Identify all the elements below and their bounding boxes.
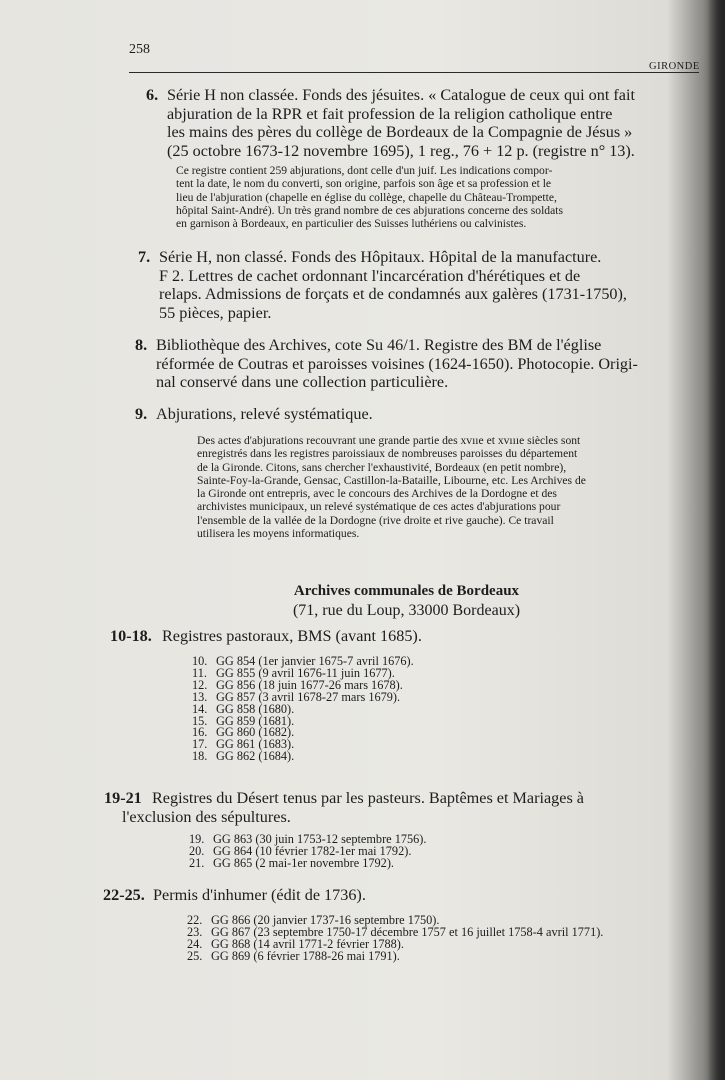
note-line: de la Gironde. Citons, sans chercher l'exhaustivité, Bordeaux (en petit nombre), (197, 460, 567, 474)
group-line: l'exclusion des sépultures. (122, 807, 291, 826)
group-22-25 (103, 886, 693, 905)
entry-line: Série H non classée. Fonds des jésuites. « Catalogue de ceux qui ont fait (167, 86, 635, 104)
section-address: (71, rue du Loup, 33000 Bordeaux) (292, 602, 521, 619)
note-line: archivistes municipaux, un relevé systématique de ces actes d'abjurations pour (197, 500, 561, 514)
list-item: 11. GG 855 (9 avril 1676-11 juin 1677). (192, 665, 395, 680)
entry-6-note (176, 164, 696, 230)
entry-line: nal conservé dans une collection particulière. (156, 373, 449, 391)
note-line: enregistrés dans les registres paroissiaux de nombreuses paroisses du département (197, 447, 578, 461)
entry-line: F 2. Lettres de cachet ordonnant l'incarcération d'hérétiques et de (159, 266, 581, 285)
entry-number: 9. (135, 405, 148, 423)
entry-line: 55 pièces, papier. (159, 303, 272, 322)
group-10-18 (110, 627, 698, 646)
list-item: 16. GG 860 (1682). (192, 725, 295, 740)
group-line: Registres du Désert tenus par les pasteurs. Baptêmes et Mariages à (152, 789, 584, 807)
note-line: en garnison à Bordeaux, en particulier des Suisses luthériens ou calvinistes. (176, 217, 527, 231)
list-item: 15. GG 859 (1681). (192, 713, 295, 728)
entry-line: abjuration de la RPR et fait profession de la religion catholique entre (167, 104, 613, 123)
group-19-21-items (189, 834, 426, 870)
group-19-21 (104, 789, 694, 826)
note-line: hôpital Saint-André). Un très grand nombre de ces abjurations concerne des soldats (176, 203, 563, 217)
entry-number: 7. (138, 248, 151, 266)
running-title: GIRONDE (649, 61, 700, 72)
note-line: utilisera les moyens informatiques. (197, 527, 360, 541)
entry-7 (138, 248, 698, 322)
entry-line: Bibliothèque des Archives, cote Su 46/1. Registre des BM de l'église (156, 336, 602, 354)
entry-9-note (197, 434, 687, 540)
list-item: 12. GG 856 (18 juin 1677-26 mars 1678). (192, 677, 403, 692)
entry-8 (135, 336, 697, 392)
header-rule (129, 72, 699, 73)
entry-line: Série H, non classé. Fonds des Hôpitaux. Hôpital de la manufacture. (159, 248, 602, 266)
note-line: Ce registre contient 259 abjurations, dont celle d'un juif. Les indications compor- (176, 164, 553, 177)
group-22-25-items (187, 915, 603, 963)
note-line: Sainte-Foy-la-Grande, Gensac, Castillon-la-Bataille, Libourne, etc. Les Archives de (197, 473, 586, 487)
list-item: 21. GG 865 (2 mai-1er novembre 1792). (189, 855, 394, 870)
note-line: tent la date, le nom du converti, son origine, parfois son âge et sa profession et le (176, 177, 552, 191)
list-item: 25. GG 869 (6 février 1788-26 mai 1791). (187, 948, 400, 963)
entry-line: (25 octobre 1673-12 novembre 1695), 1 reg., 76 + 12 p. (registre n° 13). (167, 141, 635, 160)
entry-6 (146, 86, 698, 160)
note-line: lieu de l'abjuration (chapelle en église du collège, chapelle du Château-Trompette, (176, 190, 557, 204)
list-item: 18. GG 862 (1684). (192, 749, 295, 764)
group-10-18-items (192, 656, 414, 763)
entry-line: les mains des pères du collège de Bordeaux de la Compagnie de Jésus » (167, 123, 633, 141)
entry-line: réformée de Coutras et paroisses voisines (1624-1650). Photocopie. Origi- (156, 354, 638, 373)
group-line: Registres pastoraux, BMS (avant 1685). (162, 627, 422, 645)
note-line: Des actes d'abjurations recouvrant une grande partie des xvııe et xvıııe siècles sont (197, 434, 581, 447)
list-item: 19. GG 863 (30 juin 1753-12 septembre 1756). (189, 832, 427, 846)
entry-line: Abjurations, relevé systématique. (156, 405, 373, 423)
entry-line: relaps. Admissions de forçats et de condamnés aux galères (1731-1750), (159, 285, 627, 303)
list-item: 14. GG 858 (1680). (192, 701, 295, 716)
list-item: 20. GG 864 (10 février 1782-1er mai 1792). (189, 843, 412, 858)
entry-number: 8. (135, 336, 148, 354)
section-heading (0, 582, 725, 620)
section-title: Archives communales de Bordeaux (293, 583, 520, 599)
group-number: 19-21 (104, 789, 142, 807)
list-item: 13. GG 857 (3 avril 1678-27 mars 1679). (192, 689, 401, 704)
note-line: l'ensemble de la vallée de la Dordogne (rive droite et rive gauche). Ce travail (197, 513, 554, 527)
group-line: Permis d'inhumer (édit de 1736). (153, 886, 366, 904)
group-number: 10-18. (110, 627, 152, 645)
list-item: 17. GG 861 (1683). (192, 737, 295, 752)
entry-9 (135, 405, 697, 424)
list-item: 22. GG 866 (20 janvier 1737-16 septembre 1750). (187, 913, 440, 927)
list-item: 23. GG 867 (23 septembre 1750-17 décembre 1757 et 16 juillet 1758-4 avril 1771). (187, 924, 604, 939)
note-line: la Gironde ont entrepris, avec le concours des Archives de la Dordogne et des (197, 487, 557, 501)
list-item: 10. GG 854 (1er janvier 1675-7 avril 1676). (192, 654, 414, 668)
list-item: 24. GG 868 (14 avril 1771-2 février 1788). (187, 936, 404, 951)
page-binding-shadow (707, 0, 725, 1080)
page-number: 258 (129, 42, 150, 57)
group-number: 22-25. (103, 886, 145, 904)
entry-number: 6. (146, 86, 159, 104)
